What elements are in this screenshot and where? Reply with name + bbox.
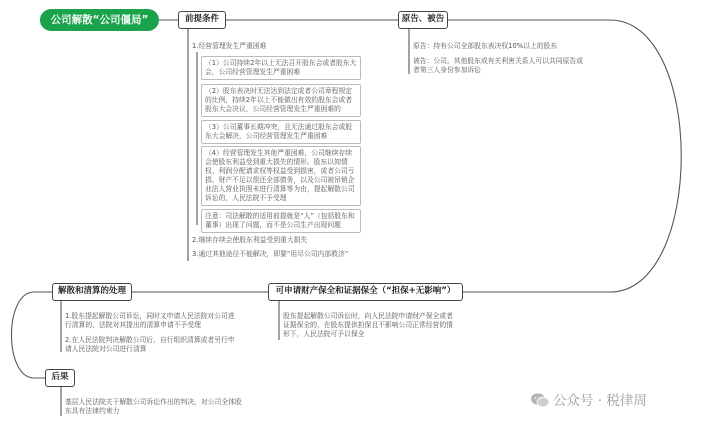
premise-item-3: 3.通过其他途径不能解决，即要“用尽公司内部救济” bbox=[192, 250, 349, 258]
premise-sub-1: （1）公司持续2年以上无法召开股东会或者股东大会，公司经营管理发生严重困难 bbox=[201, 56, 361, 80]
dissolution-item-1: 1.股东提起解散公司诉讼，同时又申请人民法院对公司进行清算的，法院对其提出的清算申请不予受理 bbox=[65, 312, 235, 329]
consequence-text: 基层人民法院关于解散公司诉讼作出的判决，对公司全体股东具有法律约束力 bbox=[65, 398, 242, 415]
premise-note: 注意：司法解散的适用前提就是“人”（包括股东和董事）出现了问题，而不是公司生产出现问题 bbox=[201, 209, 361, 233]
premise-heading: 前提条件 bbox=[178, 11, 226, 29]
preservation-text: 股东提起解散公司诉讼时，向人民法院申请财产保全或者证据保全的，在股东提供担保且不影响公司正常经营的情形下，人民法院可予以保全 bbox=[283, 312, 453, 338]
premise-sub-3: （3）公司董事长期冲突，且无法通过股东会或股东大会解决，公司经营管理发生严重困难 bbox=[201, 120, 361, 144]
premise-sub-4: （4）经营管理发生其他严重困难，公司继续存续会使股东利益受到重大损失的情形。股东以知情权、利润分配请求权等权益受到损害，或者公司亏损、财产不足以偿还全部债务，以及公司被吊销企业法人营业执照未进行清算等为由，提起解散公司诉讼的，人民法院不予受理 bbox=[201, 146, 361, 206]
dissolution-heading: 解散和清算的处理 bbox=[52, 283, 132, 301]
watermark-text: 公众号 · 税律周 bbox=[553, 393, 647, 409]
dissolution-item-2: 2.在人民法院判决解散公司后，自行组织清算或者另行申请人民法院对公司进行清算 bbox=[65, 336, 235, 353]
plaintiff-text: 原告：持有公司全部股东表决权10%以上的股东 bbox=[413, 42, 558, 50]
preservation-heading: 可申请财产保全和证据保全（“担保+无影响”） bbox=[268, 283, 463, 301]
premise-item-2: 2.继续存续会使股东利益受到重大损失 bbox=[192, 236, 308, 244]
premise-sub-2: （2）股东表决时无法达到法定或者公司章程规定的比例，持续2年以上不能做出有效的股东会或者股东大会决议，公司经营管理发生严重困难的 bbox=[201, 84, 361, 117]
premise-item-1: 1.经营管理发生严重困难 bbox=[192, 42, 267, 50]
consequence-heading: 后果 bbox=[45, 369, 75, 387]
defendant-text: 被告：公司。其他股东或有关利害关系人可以共同原告或者第三人身份参加诉讼 bbox=[413, 57, 583, 74]
root-topic: 公司解散“公司僵局” bbox=[40, 9, 159, 31]
wechat-icon bbox=[530, 392, 550, 408]
parties-heading: 原告、被告 bbox=[398, 11, 448, 29]
